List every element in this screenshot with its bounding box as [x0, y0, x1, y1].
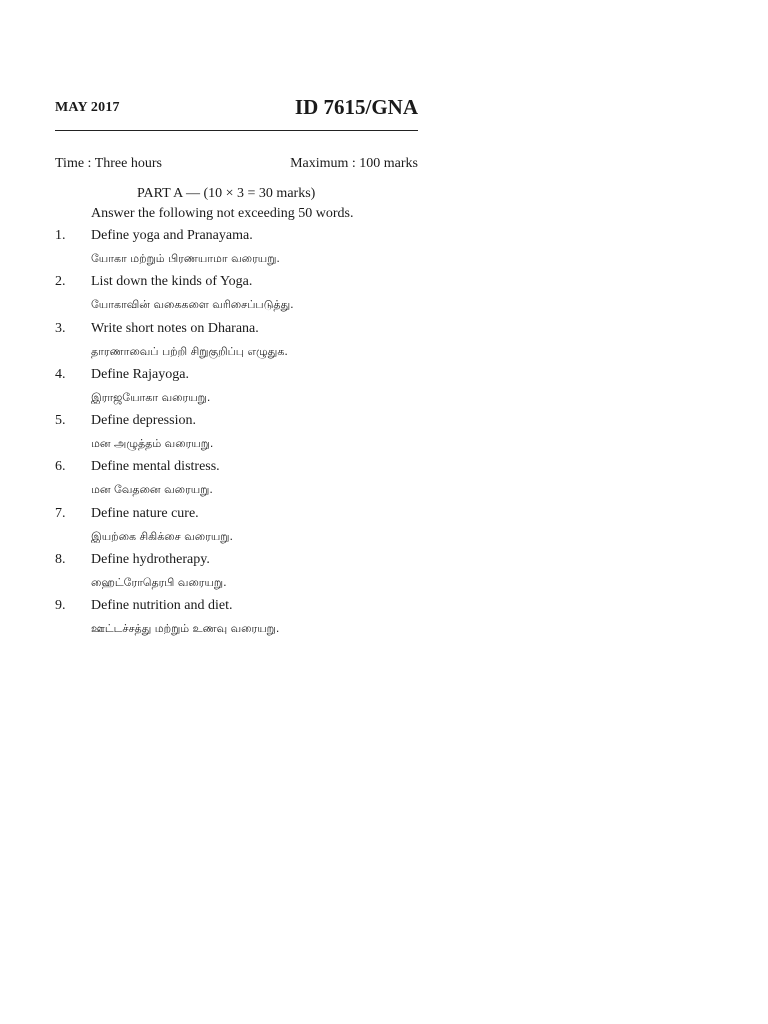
- question-item: [55, 274, 455, 320]
- question-tamil: யோகாவின் வகைகளை வரிசைப்படுத்து.: [91, 298, 294, 312]
- exam-date: MAY 2017: [55, 100, 120, 115]
- time-allowed: Time : Three hours: [55, 156, 162, 171]
- question-number: 5.: [55, 413, 66, 429]
- question-english: Define depression.: [91, 413, 196, 429]
- question-tamil: யோகா மற்றும் பிரணயாமா வரையறு.: [91, 252, 280, 265]
- question-tamil: மன வேதனை வரையறு.: [91, 483, 213, 497]
- question-english: Define nutrition and diet.: [91, 598, 233, 614]
- question-tamil: தாரணாவைப் பற்றி சிறுகுறிப்பு எழுதுக.: [91, 344, 288, 358]
- question-item: [55, 459, 455, 505]
- question-number: 2.: [55, 274, 66, 290]
- question-tamil: இராஜயோகா வரையறு.: [91, 390, 211, 404]
- question-english: List down the kinds of Yoga.: [91, 274, 253, 290]
- question-tamil: ஹைட்ரோதெரபி வரையறு.: [91, 576, 227, 590]
- question-item: [55, 321, 455, 367]
- question-item: [55, 506, 455, 552]
- question-tamil: இயற்கை சிகிக்சை வரையறு.: [91, 529, 233, 543]
- question-english: Define nature cure.: [91, 505, 199, 521]
- question-item: [55, 552, 455, 598]
- question-list: [55, 228, 455, 645]
- question-number: 9.: [55, 598, 66, 614]
- question-number: 1.: [55, 228, 66, 243]
- question-number: 8.: [55, 552, 66, 568]
- question-item: [55, 367, 455, 413]
- question-tamil: மன அழுத்தம் வரையறு.: [91, 437, 214, 451]
- question-number: 7.: [55, 505, 66, 521]
- question-tamil: ஊட்டச்சத்து மற்றும் உணவு வரையறு.: [91, 622, 280, 636]
- header-divider: [55, 130, 418, 131]
- question-number: 3.: [55, 320, 66, 336]
- question-item: [55, 413, 455, 459]
- part-title: PART A — (10 × 3 = 30 marks): [137, 186, 316, 201]
- question-number: 6.: [55, 459, 66, 475]
- exam-header: [55, 88, 418, 120]
- maximum-marks: Maximum : 100 marks: [290, 156, 418, 171]
- question-english: Define yoga and Pranayama.: [91, 228, 253, 243]
- exam-code: ID 7615/GNA: [294, 95, 418, 119]
- question-english: Write short notes on Dharana.: [91, 320, 259, 336]
- question-english: Define Rajayoga.: [91, 366, 189, 382]
- question-item: [55, 598, 455, 644]
- question-number: 4.: [55, 366, 66, 382]
- question-english: Define mental distress.: [91, 459, 220, 475]
- question-english: Define hydrotherapy.: [91, 552, 210, 568]
- question-item: [55, 228, 455, 274]
- part-instruction: Answer the following not exceeding 50 words.: [91, 206, 354, 221]
